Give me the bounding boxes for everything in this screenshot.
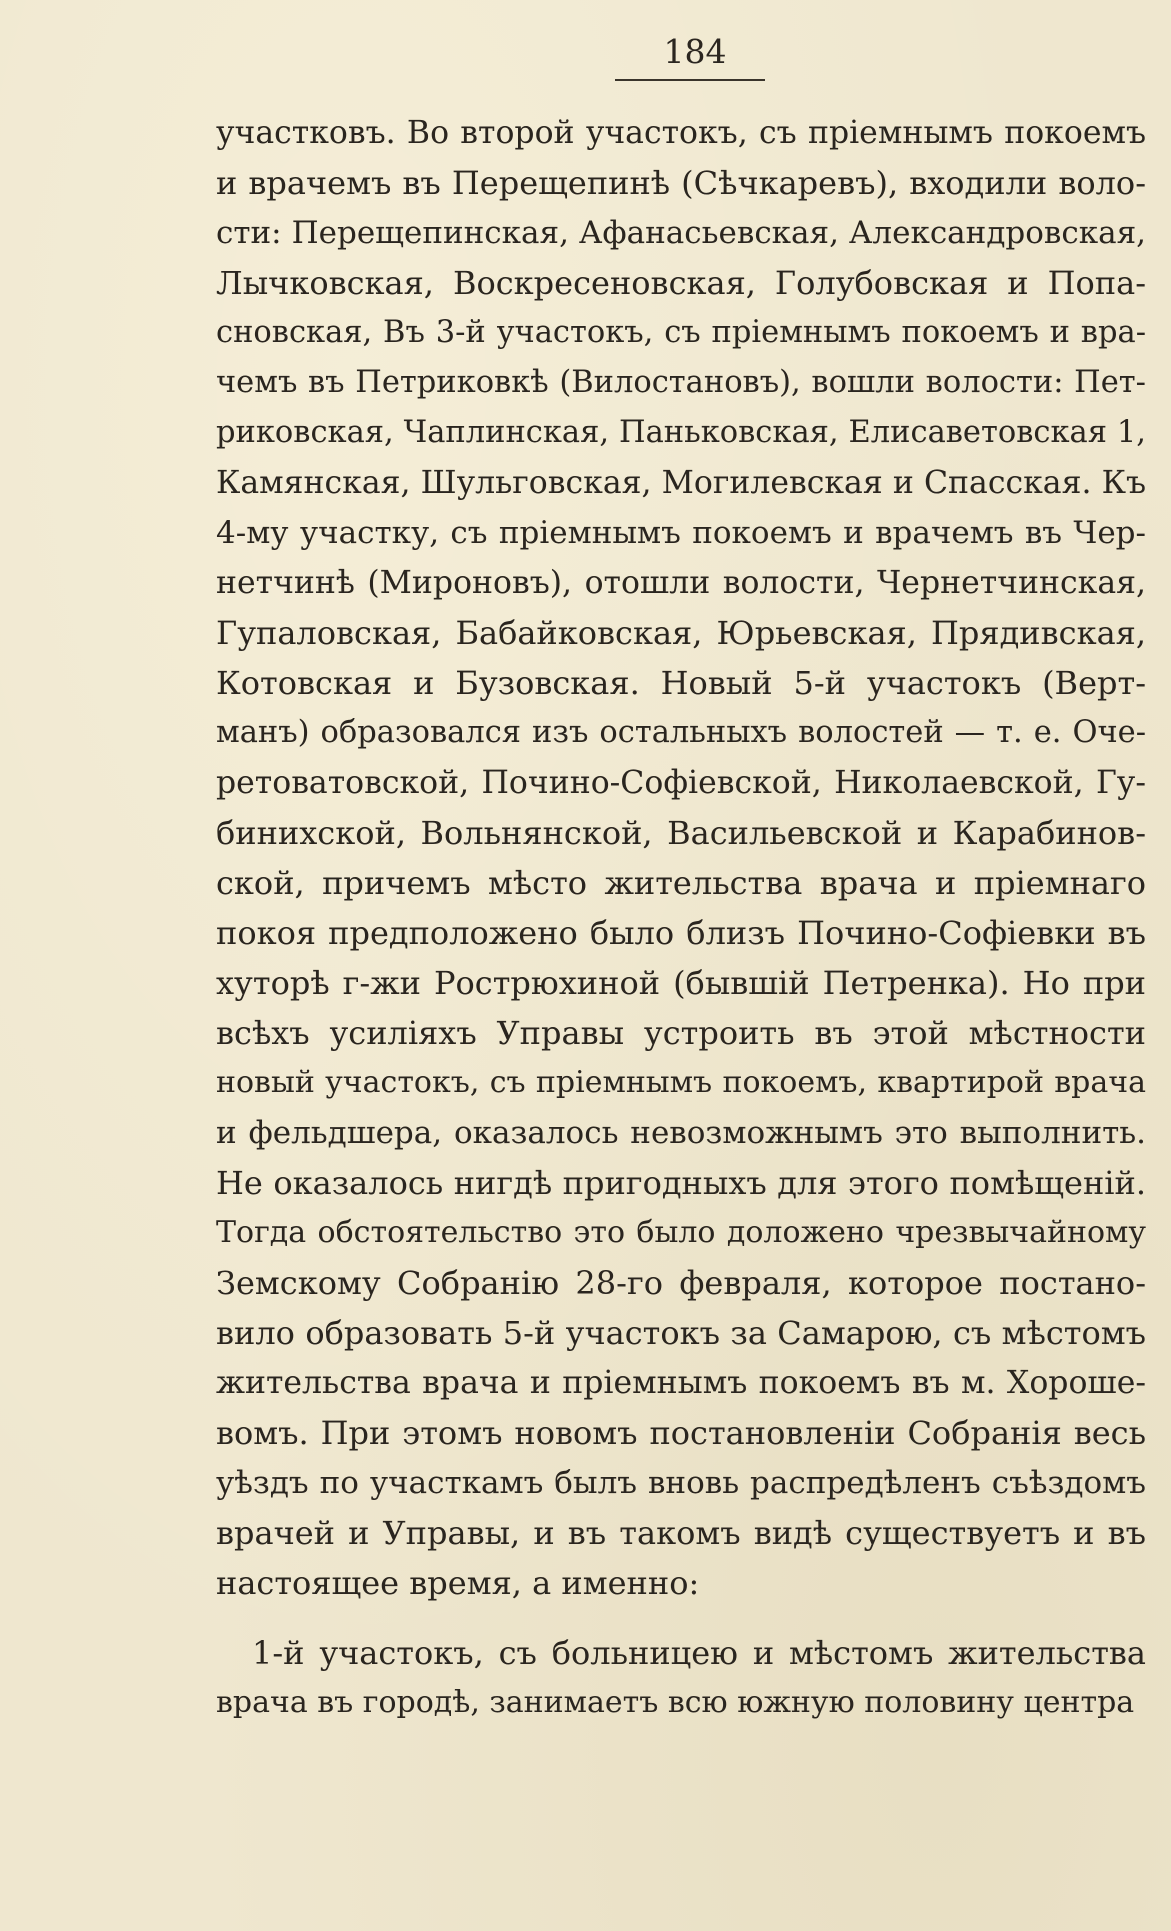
text-line: 4-му участку, съ пріемнымъ покоемъ и врачемъ въ Чер- (216, 515, 1146, 551)
text-line: 1-й участокъ, съ больницею и мѣстомъ жительства (252, 1634, 1146, 1672)
text-line: риковская, Чаплинская, Паньковская, Елисаветовская 1, (216, 415, 1146, 450)
text-line: участковъ. Во второй участокъ, съ пріемнымъ покоемъ (216, 115, 1146, 151)
paragraph-districts (216, 108, 1146, 1608)
text-line: манъ) образовался изъ остальныхъ волостей — т. е. Оче- (216, 715, 1146, 750)
text-line: Тогда обстоятельство это было доложено чрезвычайному (216, 1215, 1146, 1250)
text-line: чемъ въ Петриковкѣ (Вилостановъ), вошли волости: Пет- (216, 365, 1146, 400)
text-line: врача въ городѣ, занимаетъ всю южную половину центра (216, 1685, 1135, 1720)
text-line: ретоватовской, Почино-Софіевской, Николаевской, Гу- (216, 765, 1146, 801)
text-line: новый участокъ, съ пріемнымъ покоемъ, квартирой врача (216, 1065, 1146, 1100)
text-line: хуторѣ г-жи Рострюхиной (бывшій Петренка). Но при (216, 964, 1146, 1002)
page-number-rule (615, 79, 765, 81)
text-line: жительства врача и пріемнымъ покоемъ въ м. Хороше- (216, 1365, 1146, 1401)
text-line: настоящее время, а именно: (216, 1564, 700, 1602)
paragraph-gap (216, 1608, 1146, 1628)
text-line: покоя предположено было близъ Почино-Софіевки въ (216, 914, 1146, 952)
text-line: сти: Перещепинская, Афанасьевская, Александровская, (216, 215, 1146, 251)
text-line: Гупаловская, Бабайковская, Юрьевская, Прядивская, (216, 614, 1146, 652)
text-line: Не оказалось нигдѣ пригодныхъ для этого помѣщеній. (216, 1164, 1146, 1202)
text-line: ской, причемъ мѣсто жительства врача и пріемнаго (216, 864, 1146, 902)
text-line: всѣхъ усиліяхъ Управы устроить въ этой мѣстности (216, 1014, 1146, 1052)
text-line: нетчинѣ (Мироновъ), отошли волости, Чернетчинская, (216, 565, 1146, 601)
text-line: Котовская и Бузовская. Новый 5-й участокъ (Верт- (216, 664, 1146, 702)
text-line: Земскому Собранію 28-го февраля, которое постано- (216, 1264, 1146, 1302)
paragraph-first-district (216, 1628, 1146, 1728)
text-line: вило образовать 5-й участокъ за Самарою, съ мѣстомъ (216, 1314, 1146, 1352)
text-line: сновская, Въ 3-й участокъ, съ пріемнымъ покоемъ и вра- (216, 315, 1146, 350)
text-line: врачей и Управы, и въ такомъ видѣ существуетъ и въ (216, 1514, 1146, 1552)
text-line: и врачемъ въ Перещепинѣ (Сѣчкаревъ), входили воло- (216, 164, 1146, 202)
text-line: и фельдшера, оказалось невозможнымъ это выполнить. (216, 1115, 1146, 1151)
text-line: уѣздъ по участкамъ былъ вновь распредѣленъ съѣздомъ (216, 1465, 1146, 1501)
text-line: бинихской, Вольнянской, Васильевской и Карабинов- (216, 814, 1146, 852)
text-line: Камянская, Шульговская, Могилевская и Спасская. Къ (216, 465, 1146, 501)
body-text (216, 108, 1146, 1728)
text-line: Лычковская, Воскресеновская, Голубовская и Попа- (216, 264, 1146, 302)
page-number: 184 (663, 32, 727, 71)
text-line: вомъ. При этомъ новомъ постановленіи Собранія весь (216, 1414, 1146, 1452)
